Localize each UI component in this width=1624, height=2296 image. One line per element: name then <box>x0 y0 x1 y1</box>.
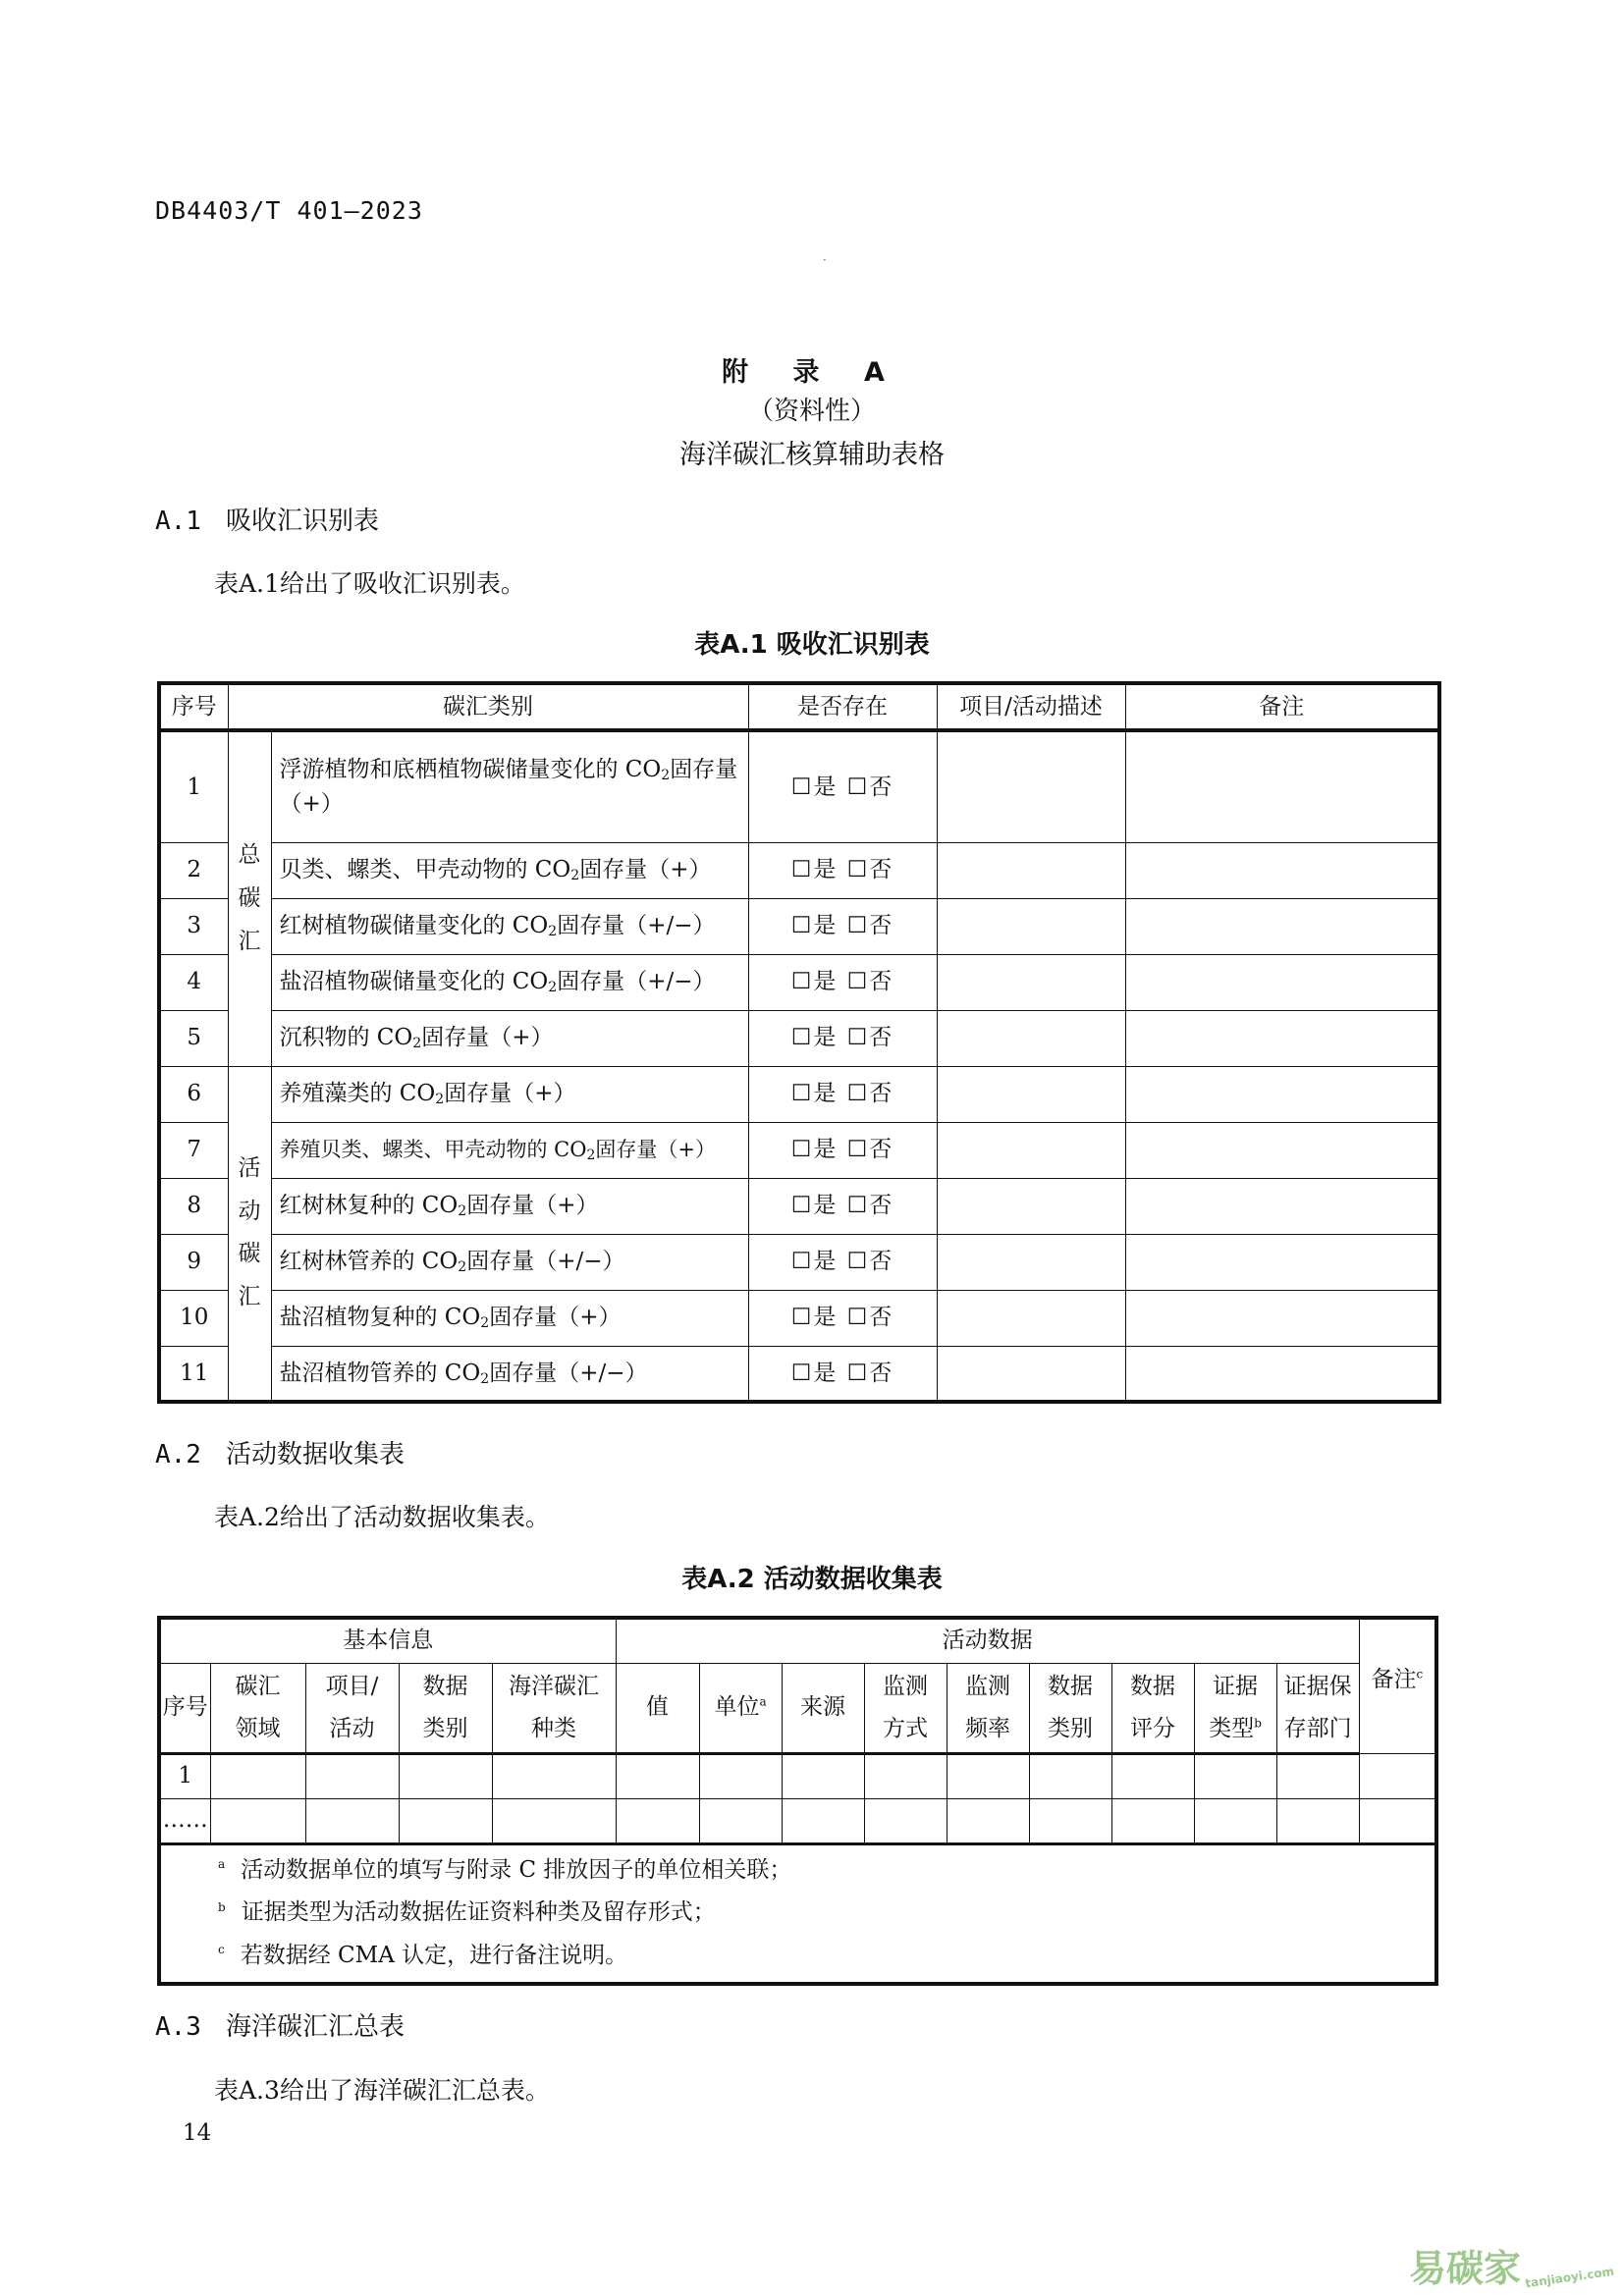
row-category: 沉积物的 $CO_2$固存量（+） <box>271 1010 748 1066</box>
description-cell[interactable] <box>937 1122 1125 1178</box>
data-cell[interactable] <box>782 1753 864 1798</box>
row-category: 红树林管养的 $CO_2$固存量（+/−） <box>271 1234 748 1290</box>
row-no: 8 <box>159 1178 228 1234</box>
table-a2 <box>157 1616 1438 1986</box>
row-no: 5 <box>159 1010 228 1066</box>
table-row <box>159 1122 1439 1178</box>
header-no: 序号 <box>159 683 228 730</box>
page-number: 14 <box>183 2120 212 2146</box>
data-cell[interactable] <box>1029 1753 1111 1798</box>
table-row <box>159 1753 1436 1798</box>
remark-cell[interactable] <box>1125 1010 1439 1066</box>
data-cell[interactable] <box>699 1798 782 1843</box>
header-kind: 海洋碳汇种类 <box>492 1663 616 1753</box>
description-cell[interactable] <box>937 1290 1125 1346</box>
watermark-text: 易碳家 <box>1409 2247 1522 2290</box>
group-total-sink <box>228 730 271 1066</box>
table-row <box>159 1290 1439 1346</box>
table2-notes-row <box>159 1843 1436 1984</box>
data-cell[interactable] <box>1111 1753 1194 1798</box>
header-frequency: 监测频率 <box>947 1663 1029 1753</box>
row-no: …… <box>159 1798 210 1843</box>
table2-group-row <box>159 1618 1436 1663</box>
row-no: 1 <box>159 730 228 842</box>
data-cell[interactable] <box>1194 1753 1276 1798</box>
header-description: 项目/活动描述 <box>937 683 1125 730</box>
exists-checkbox[interactable]: ☐是 ☐否 <box>748 1010 937 1066</box>
remark-cell[interactable] <box>1125 954 1439 1010</box>
description-cell[interactable] <box>937 730 1125 842</box>
row-no: 7 <box>159 1122 228 1178</box>
header-unit: 单位$^a$ <box>699 1663 782 1753</box>
footnote-b: $^b$ 证据类型为活动数据佐证资料种类及留存形式； <box>218 1899 716 1926</box>
data-cell[interactable] <box>210 1753 305 1798</box>
description-cell[interactable] <box>937 898 1125 954</box>
section-a2-paragraph: 表A.2给出了活动数据收集表。 <box>214 1503 550 1531</box>
remark-cell[interactable] <box>1125 730 1439 842</box>
header-remark: 备注 <box>1125 683 1439 730</box>
data-cell[interactable] <box>1359 1798 1436 1843</box>
data-cell[interactable] <box>1111 1798 1194 1843</box>
exists-checkbox[interactable]: ☐是 ☐否 <box>748 730 937 842</box>
section-a1-heading <box>155 501 379 537</box>
section-number: A.2 <box>155 1440 201 1469</box>
data-cell[interactable] <box>699 1753 782 1798</box>
table-row <box>159 730 1439 842</box>
data-cell[interactable] <box>305 1753 399 1798</box>
header-value: 值 <box>616 1663 699 1753</box>
section-number: A.1 <box>155 507 201 536</box>
row-category: 红树林复种的 $CO_2$固存量（+） <box>271 1178 748 1234</box>
group-label: 活动碳汇 <box>238 1154 261 1309</box>
section-title: 活动数据收集表 <box>226 1440 406 1469</box>
table-row <box>159 898 1439 954</box>
header-method: 监测方式 <box>864 1663 947 1753</box>
header-dept: 证据保存部门 <box>1276 1663 1359 1753</box>
data-cell[interactable] <box>492 1753 616 1798</box>
row-category: 养殖贝类、螺类、甲壳动物的 $CO_2$固存量（+） <box>271 1122 748 1178</box>
description-cell[interactable] <box>937 1346 1125 1402</box>
description-cell[interactable] <box>937 1066 1125 1122</box>
section-title: 吸收汇识别表 <box>226 507 380 536</box>
table2-caption: 表A.2 活动数据收集表 <box>681 1565 943 1594</box>
row-no: 1 <box>159 1753 210 1798</box>
exists-checkbox[interactable]: ☐是 ☐否 <box>748 954 937 1010</box>
data-cell[interactable] <box>492 1798 616 1843</box>
description-cell[interactable] <box>937 842 1125 898</box>
data-cell[interactable] <box>1276 1753 1359 1798</box>
row-category: 养殖藻类的 $CO_2$固存量（+） <box>271 1066 748 1122</box>
data-cell[interactable] <box>399 1798 492 1843</box>
header-source: 来源 <box>782 1663 864 1753</box>
header-project: 项目/活动 <box>305 1663 399 1753</box>
exists-checkbox[interactable]: ☐是 ☐否 <box>748 1122 937 1178</box>
header-exists: 是否存在 <box>748 683 937 730</box>
description-cell[interactable] <box>937 1178 1125 1234</box>
description-cell[interactable] <box>937 954 1125 1010</box>
table-row <box>159 842 1439 898</box>
remark-cell[interactable] <box>1125 898 1439 954</box>
table-row <box>159 1066 1439 1122</box>
section-a1-paragraph: 表A.1给出了吸收汇识别表。 <box>214 569 525 598</box>
remark-cell[interactable] <box>1125 1178 1439 1234</box>
group-activity-data: 活动数据 <box>616 1618 1359 1663</box>
row-no: 11 <box>159 1346 228 1402</box>
remark-cell[interactable] <box>1125 1234 1439 1290</box>
exists-checkbox[interactable]: ☐是 ☐否 <box>748 1066 937 1122</box>
section-title: 海洋碳汇汇总表 <box>226 2012 406 2042</box>
remark-cell[interactable] <box>1125 1066 1439 1122</box>
header-category: 碳汇类别 <box>228 683 748 730</box>
section-a3-heading <box>155 2006 405 2043</box>
row-no: 4 <box>159 954 228 1010</box>
row-category: 盐沼植物碳储量变化的 $CO_2$固存量（+/−） <box>271 954 748 1010</box>
data-cell[interactable] <box>864 1753 947 1798</box>
table-row <box>159 1234 1439 1290</box>
data-cell[interactable] <box>947 1798 1029 1843</box>
section-a2-heading <box>155 1434 405 1470</box>
row-category: 浮游植物和底栖植物碳储量变化的 $CO_2$固存量（+） <box>271 730 748 842</box>
data-cell[interactable] <box>399 1753 492 1798</box>
footnote-c: $^c$ 若数据经 CMA 认定，进行备注说明。 <box>218 1942 628 1968</box>
watermark-url: tanjiaoyi.com <box>1524 2264 1615 2291</box>
row-category: 红树植物碳储量变化的 $CO_2$固存量（+/−） <box>271 898 748 954</box>
table-row <box>159 1178 1439 1234</box>
table-notes <box>159 1843 1436 1984</box>
exists-checkbox[interactable]: ☐是 ☐否 <box>748 1234 937 1290</box>
exists-checkbox[interactable]: ☐是 ☐否 <box>748 898 937 954</box>
table-row <box>159 1346 1439 1402</box>
table-row <box>159 1010 1439 1066</box>
group-label: 总碳汇 <box>238 842 261 954</box>
row-category: 贝类、螺类、甲壳动物的 $CO_2$固存量（+） <box>271 842 748 898</box>
appendix-heading: 海洋碳汇核算辅助表格 <box>679 440 945 470</box>
data-cell[interactable] <box>1194 1798 1276 1843</box>
table2-header-row <box>159 1663 1436 1753</box>
header-dtype: 数据类别 <box>399 1663 492 1753</box>
data-cell[interactable] <box>1276 1798 1359 1843</box>
remark-cell[interactable] <box>1125 1290 1439 1346</box>
data-cell[interactable] <box>210 1798 305 1843</box>
table-a1 <box>157 681 1441 1404</box>
section-a3-paragraph: 表A.3给出了海洋碳汇汇总表。 <box>214 2076 550 2105</box>
description-cell[interactable] <box>937 1010 1125 1066</box>
watermark-logo <box>1409 2238 1614 2292</box>
row-category: 盐沼植物管养的 $CO_2$固存量（+/−） <box>271 1346 748 1402</box>
data-cell[interactable] <box>1029 1798 1111 1843</box>
remark-cell[interactable] <box>1125 1346 1439 1402</box>
header-evidence: 证据类型$^b$ <box>1194 1663 1276 1753</box>
exists-checkbox[interactable]: ☐是 ☐否 <box>748 842 937 898</box>
table1-caption: 表A.1 吸收汇识别表 <box>694 630 930 660</box>
data-cell[interactable] <box>1359 1753 1436 1798</box>
group-activity-sink <box>228 1066 271 1402</box>
footnote-a: $^a$ 活动数据单位的填写与附录 C 排放因子的单位相关联； <box>218 1856 792 1883</box>
description-cell[interactable] <box>937 1234 1125 1290</box>
appendix-subtitle: （资料性） <box>747 397 876 426</box>
row-no: 9 <box>159 1234 228 1290</box>
header-data-class: 数据类别 <box>1029 1663 1111 1753</box>
table-row <box>159 1798 1436 1843</box>
row-no: 6 <box>159 1066 228 1122</box>
exists-checkbox[interactable]: ☐是 ☐否 <box>748 1178 937 1234</box>
row-no: 2 <box>159 842 228 898</box>
data-cell[interactable] <box>616 1798 699 1843</box>
table-row <box>159 954 1439 1010</box>
data-cell[interactable] <box>782 1798 864 1843</box>
header-field: 碳汇领域 <box>210 1663 305 1753</box>
row-category: 盐沼植物复种的 $CO_2$固存量（+） <box>271 1290 748 1346</box>
table1-header-row <box>159 683 1439 730</box>
remark-cell[interactable] <box>1125 1122 1439 1178</box>
header-no: 序号 <box>159 1663 210 1753</box>
remark-cell[interactable] <box>1125 842 1439 898</box>
section-number: A.3 <box>155 2012 201 2042</box>
data-cell[interactable] <box>616 1753 699 1798</box>
row-no: 3 <box>159 898 228 954</box>
row-no: 10 <box>159 1290 228 1346</box>
exists-checkbox[interactable]: ☐是 ☐否 <box>748 1346 937 1402</box>
group-basic-info: 基本信息 <box>159 1618 616 1663</box>
appendix-title: 附 录 A <box>722 357 902 388</box>
data-cell[interactable] <box>947 1753 1029 1798</box>
data-cell[interactable] <box>864 1798 947 1843</box>
center-dot: · <box>823 253 827 267</box>
exists-checkbox[interactable]: ☐是 ☐否 <box>748 1290 937 1346</box>
header-remark: 备注$^c$ <box>1359 1618 1436 1753</box>
header-score: 数据评分 <box>1111 1663 1194 1753</box>
document-id: DB4403/T 401—2023 <box>155 196 423 225</box>
data-cell[interactable] <box>305 1798 399 1843</box>
